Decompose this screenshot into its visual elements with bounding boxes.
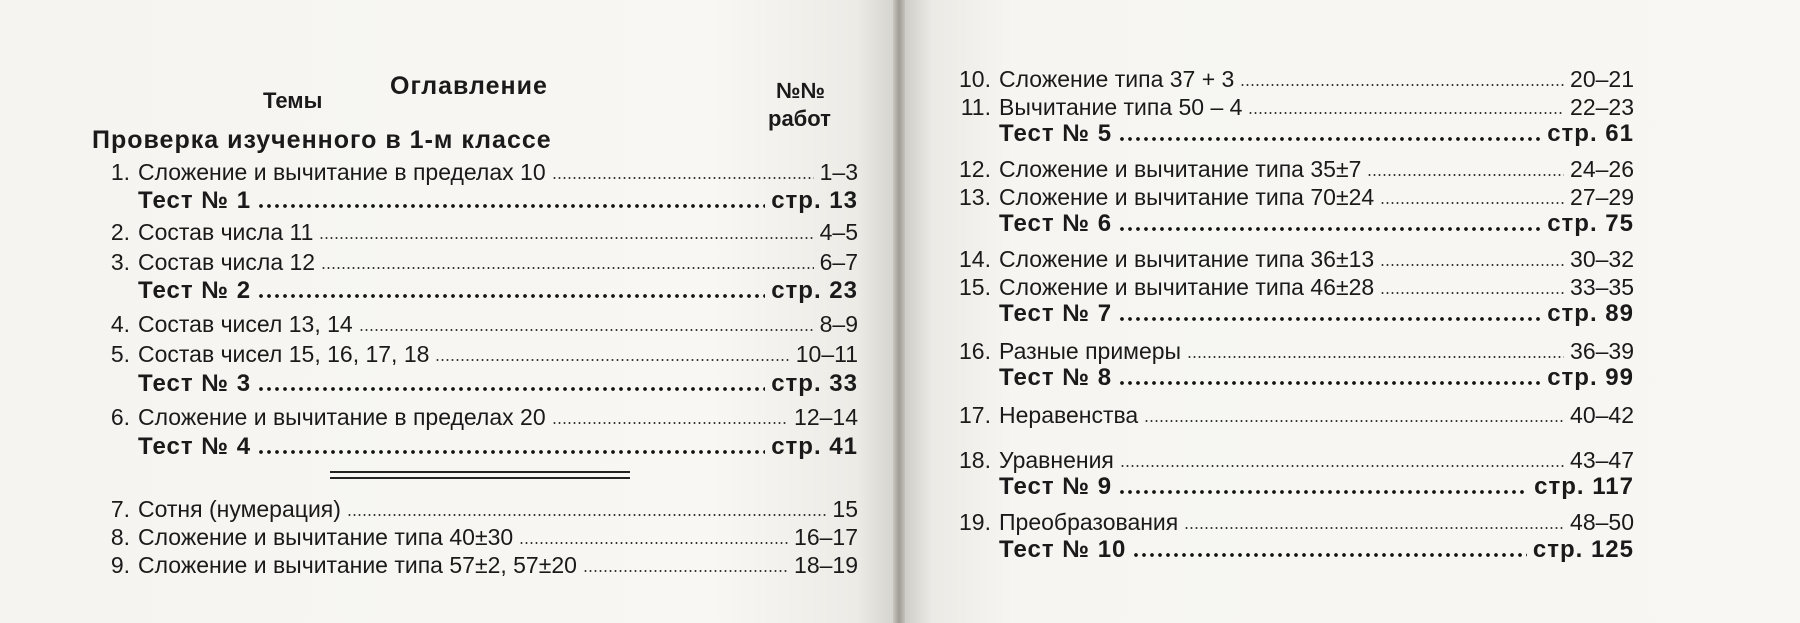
toc-entry (949, 183, 1634, 211)
entry-page-ref: 36–39 (1570, 338, 1634, 364)
toc-entry (949, 273, 1634, 301)
entry-label: Уравнения (999, 447, 1114, 473)
entry-page-ref: 16–17 (794, 524, 858, 550)
dot-leader (257, 449, 765, 455)
dot-leader (1248, 111, 1564, 115)
entry-label: Преобразования (999, 509, 1179, 535)
entry-label: Сложение и вычитание типа 40±30 (138, 524, 514, 550)
toc-entry (88, 403, 858, 431)
entry-label: Тест № 4 (138, 433, 252, 460)
dot-leader (1118, 136, 1541, 142)
numbers-column-header: №№ (776, 78, 826, 103)
entry-label: Разные примеры (999, 338, 1182, 364)
numbers-column-header-sub: работ (768, 106, 831, 131)
dot-leader (1184, 526, 1564, 530)
entry-number: 2. (110, 219, 130, 245)
entry-number: 10. (959, 66, 991, 92)
entry-number: 4. (110, 311, 130, 337)
toc-entry (88, 551, 858, 579)
entry-label: Тест № 10 (999, 536, 1127, 563)
entry-page-ref: 12–14 (794, 404, 858, 430)
toc-entry (949, 446, 1634, 474)
toc-entry (88, 248, 858, 276)
dot-leader (257, 203, 765, 209)
entry-label: Тест № 1 (138, 187, 252, 214)
dot-leader (1120, 464, 1564, 468)
right-page (905, 0, 1800, 623)
dot-leader (1367, 173, 1564, 177)
dot-leader (1118, 316, 1541, 322)
test-entry (88, 277, 858, 305)
entry-page-ref: 22–23 (1570, 94, 1634, 120)
toc-entry (88, 523, 858, 551)
entry-number: 16. (959, 338, 991, 364)
dot-leader (1240, 83, 1564, 87)
entry-number: 14. (959, 246, 991, 272)
dot-leader (1132, 552, 1526, 558)
entry-page-ref: 40–42 (1570, 402, 1634, 428)
entry-label: Вычитание типа 50 – 4 (999, 94, 1243, 120)
entry-number: 6. (110, 404, 130, 430)
dot-leader (1187, 355, 1564, 359)
test-entry (88, 187, 858, 215)
entry-page-ref: 15 (832, 496, 858, 522)
page-title: Оглавление (390, 72, 548, 100)
entry-page-ref: стр. 125 (1532, 536, 1634, 563)
entry-number: 9. (110, 552, 130, 578)
entry-label: Сложение и вычитание типа 46±28 (999, 274, 1375, 300)
toc-entry (949, 401, 1634, 429)
entry-label: Сложение типа 37 + 3 (999, 66, 1235, 92)
dot-leader (1380, 201, 1564, 205)
entry-label: Сложение и вычитание типа 35±7 (999, 156, 1362, 182)
dot-leader (552, 176, 814, 180)
entry-page-ref: стр. 99 (1547, 364, 1634, 391)
entry-number: 19. (959, 509, 991, 535)
dot-leader (257, 293, 765, 299)
entry-label: Тест № 6 (999, 210, 1113, 237)
entry-number: 18. (959, 447, 991, 473)
entry-page-ref: 1–3 (819, 159, 858, 185)
entry-number: 7. (110, 496, 130, 522)
entry-page-ref: 4–5 (819, 219, 858, 245)
left-page (0, 0, 893, 623)
dot-leader (359, 328, 814, 332)
entry-page-ref: 30–32 (1570, 246, 1634, 272)
entry-page-ref: 24–26 (1570, 156, 1634, 182)
dot-leader (1144, 419, 1564, 423)
entry-number: 12. (959, 156, 991, 182)
dot-leader (1118, 489, 1528, 495)
topics-column-header: Темы (263, 88, 323, 113)
entry-label: Тест № 2 (138, 277, 252, 304)
toc-entry (88, 495, 858, 523)
toc-entry (949, 508, 1634, 536)
dot-leader (257, 386, 765, 392)
entry-number: 8. (110, 524, 130, 550)
entry-number: 11. (960, 94, 991, 120)
entry-page-ref: стр. 117 (1534, 473, 1634, 500)
toc-entry (949, 245, 1634, 273)
toc-entry (949, 93, 1634, 121)
entry-page-ref: 20–21 (1570, 66, 1634, 92)
entry-label: Тест № 5 (999, 120, 1113, 147)
entry-label: Тест № 8 (999, 364, 1113, 391)
test-entry (949, 210, 1634, 238)
test-entry (949, 364, 1634, 392)
dot-leader (1380, 263, 1564, 267)
entry-page-ref: 27–29 (1570, 184, 1634, 210)
entry-label: Сложение и вычитание типа 36±13 (999, 246, 1375, 272)
entry-number: 3. (110, 249, 130, 275)
entry-label: Состав чисел 15, 16, 17, 18 (138, 341, 430, 367)
entry-page-ref: 18–19 (794, 552, 858, 578)
entry-page-ref: 8–9 (819, 311, 858, 337)
dot-leader (321, 266, 814, 270)
entry-page-ref: стр. 23 (771, 277, 858, 304)
test-entry (88, 370, 858, 398)
entry-page-ref: стр. 33 (771, 370, 858, 397)
toc-entry (88, 310, 858, 338)
entry-number: 13. (959, 184, 991, 210)
toc-entry (949, 155, 1634, 183)
entry-label: Состав числа 11 (138, 219, 314, 245)
entry-page-ref: стр. 13 (771, 187, 858, 214)
entry-page-ref: стр. 41 (771, 433, 858, 460)
entry-page-ref: 33–35 (1570, 274, 1634, 300)
entry-label: Тест № 9 (999, 473, 1113, 500)
section-divider (330, 471, 630, 479)
toc-entry (949, 337, 1634, 365)
entry-label: Неравенства (999, 402, 1139, 428)
dot-leader (1118, 380, 1541, 386)
entry-number: 5. (110, 341, 130, 367)
entry-page-ref: стр. 89 (1547, 300, 1634, 327)
toc-entry (949, 65, 1634, 93)
entry-label: Тест № 7 (999, 300, 1113, 327)
dot-leader (519, 541, 788, 545)
entry-number: 17. (959, 402, 991, 428)
entry-label: Состав чисел 13, 14 (138, 311, 353, 337)
entry-page-ref: стр. 75 (1547, 210, 1634, 237)
dot-leader (435, 358, 789, 362)
test-entry (949, 120, 1634, 148)
entry-label: Тест № 3 (138, 370, 252, 397)
test-entry (949, 473, 1634, 501)
entry-page-ref: стр. 61 (1547, 120, 1634, 147)
entry-page-ref: 6–7 (819, 249, 858, 275)
dot-leader (347, 513, 827, 517)
entry-number: 15. (959, 274, 991, 300)
book-spine (893, 0, 905, 623)
dot-leader (583, 569, 788, 573)
test-entry (949, 300, 1634, 328)
entry-label: Сложение и вычитание в пределах 20 (138, 404, 546, 430)
entry-label: Сложение и вычитание в пределах 10 (138, 159, 546, 185)
entry-page-ref: 43–47 (1570, 447, 1634, 473)
test-entry (88, 433, 858, 461)
entry-number: 1. (110, 159, 130, 185)
dot-leader (1118, 226, 1541, 232)
entry-label: Состав числа 12 (138, 249, 316, 275)
entry-page-ref: 10–11 (795, 341, 858, 367)
entry-label: Сложение и вычитание типа 57±2, 57±20 (138, 552, 577, 578)
section-heading: Проверка изученного в 1-м классе (92, 126, 552, 154)
entry-label: Сложение и вычитание типа 70±24 (999, 184, 1375, 210)
entry-page-ref: 48–50 (1570, 509, 1634, 535)
entry-label: Сотня (нумерация) (138, 496, 341, 522)
toc-entry (88, 158, 858, 186)
dot-leader (319, 236, 813, 240)
dot-leader (552, 421, 788, 425)
toc-entry (88, 340, 858, 368)
dot-leader (1380, 291, 1564, 295)
test-entry (949, 536, 1634, 564)
toc-entry (88, 218, 858, 246)
